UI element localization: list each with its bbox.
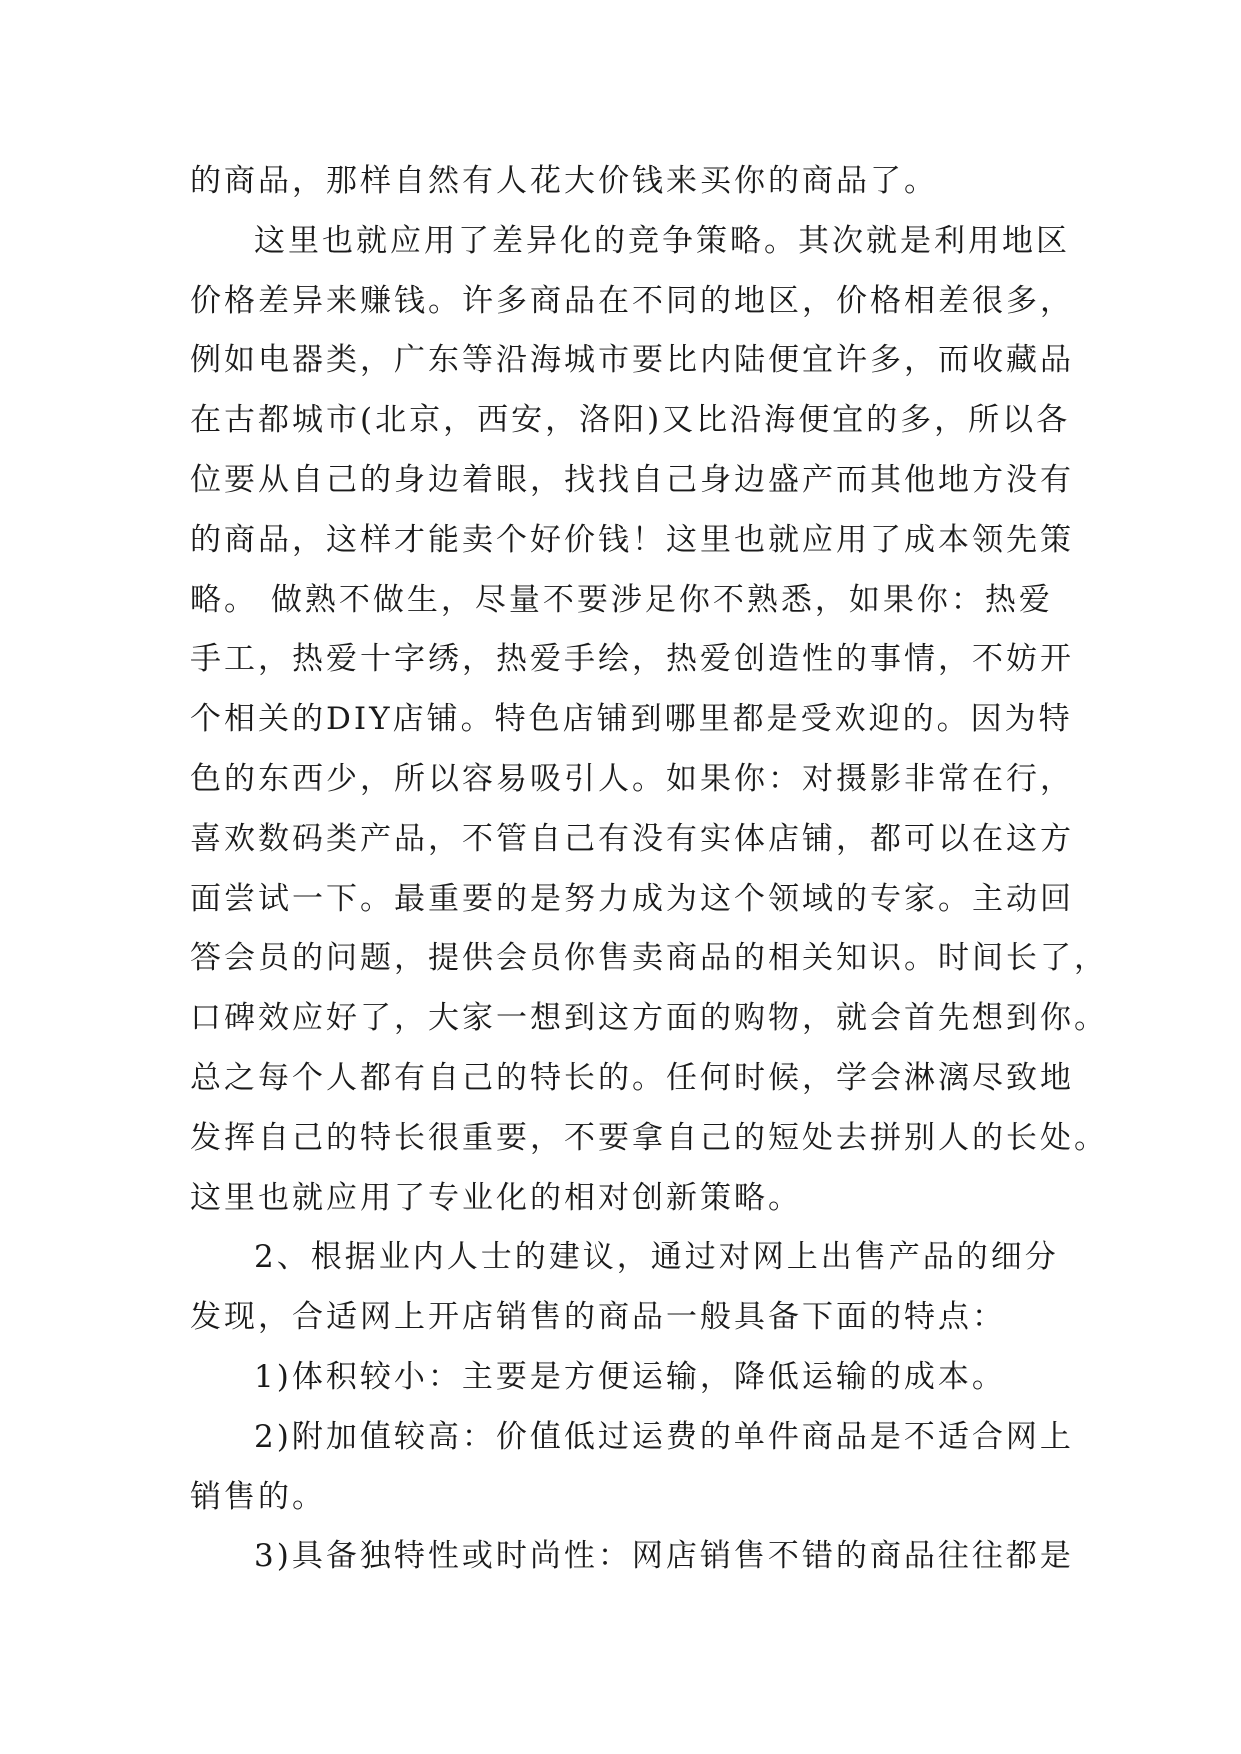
- text-line: 的商品，那样自然有人花大价钱来买你的商品了。: [190, 163, 938, 199]
- text-line: 价格差异来赚钱。许多商品在不同的地区，价格相差很多，: [190, 282, 1074, 319]
- text-line: 的商品，这样才能卖个好价钱！这里也就应用了成本领先策: [190, 521, 1074, 558]
- text-line: 这里也就应用了专业化的相对创新策略。: [190, 1179, 802, 1216]
- text-line: 在古都城市(北京，西安，洛阳)又比沿海便宜的多，所以各: [190, 402, 1071, 439]
- text-line: 位要从自己的身边着眼，找找自己身边盛产而其他地方没有: [190, 461, 1074, 498]
- text-line: 发挥自己的特长很重要，不要拿自己的短处去拼别人的长处。: [190, 1119, 1108, 1156]
- text-line: 面尝试一下。最重要的是努力成为这个领域的专家。主动回: [190, 880, 1074, 917]
- text-line: 销售的。: [190, 1478, 326, 1515]
- text-line: 发现，合适网上开店销售的商品一般具备下面的特点：: [190, 1299, 1006, 1336]
- text-line: 总之每个人都有自己的特长的。任何时候，学会淋漓尽致地: [190, 1059, 1074, 1096]
- list-item-line: 2)附加值较高：价值低过运费的单件商品是不适合网上: [254, 1418, 1074, 1455]
- body-text: [190, 152, 1108, 1587]
- paragraph-start-line: 这里也就应用了差异化的竞争策略。其次就是利用地区: [254, 222, 1070, 259]
- text-line: 答会员的问题，提供会员你售卖商品的相关知识。时间长了，: [190, 940, 1108, 977]
- paragraph-start-line: 2、根据业内人士的建议，通过对网上出售产品的细分: [254, 1239, 1059, 1276]
- text-line: 色的东西少，所以容易吸引人。如果你：对摄影非常在行，: [190, 760, 1074, 797]
- text-line: 个相关的DIY店铺。特色店铺到哪里都是受欢迎的。因为特: [190, 701, 1073, 738]
- list-item-line: 3)具备独特性或时尚性：网店销售不错的商品往往都是: [254, 1538, 1074, 1575]
- list-item-line: 1)体积较小：主要是方便运输，降低运输的成本。: [254, 1358, 1006, 1395]
- text-line: 手工，热爱十字绣，热爱手绘，热爱创造性的事情，不妨开: [190, 641, 1074, 678]
- text-line: 略。 做熟不做生，尽量不要涉足你不熟悉，如果你：热爱: [190, 581, 1053, 618]
- text-line: 例如电器类，广东等沿海城市要比内陆便宜许多，而收藏品: [190, 342, 1074, 379]
- text-line: 口碑效应好了，大家一想到这方面的购物，就会首先想到你。: [190, 1000, 1108, 1037]
- text-line: 喜欢数码类产品，不管自己有没有实体店铺，都可以在这方: [190, 820, 1074, 857]
